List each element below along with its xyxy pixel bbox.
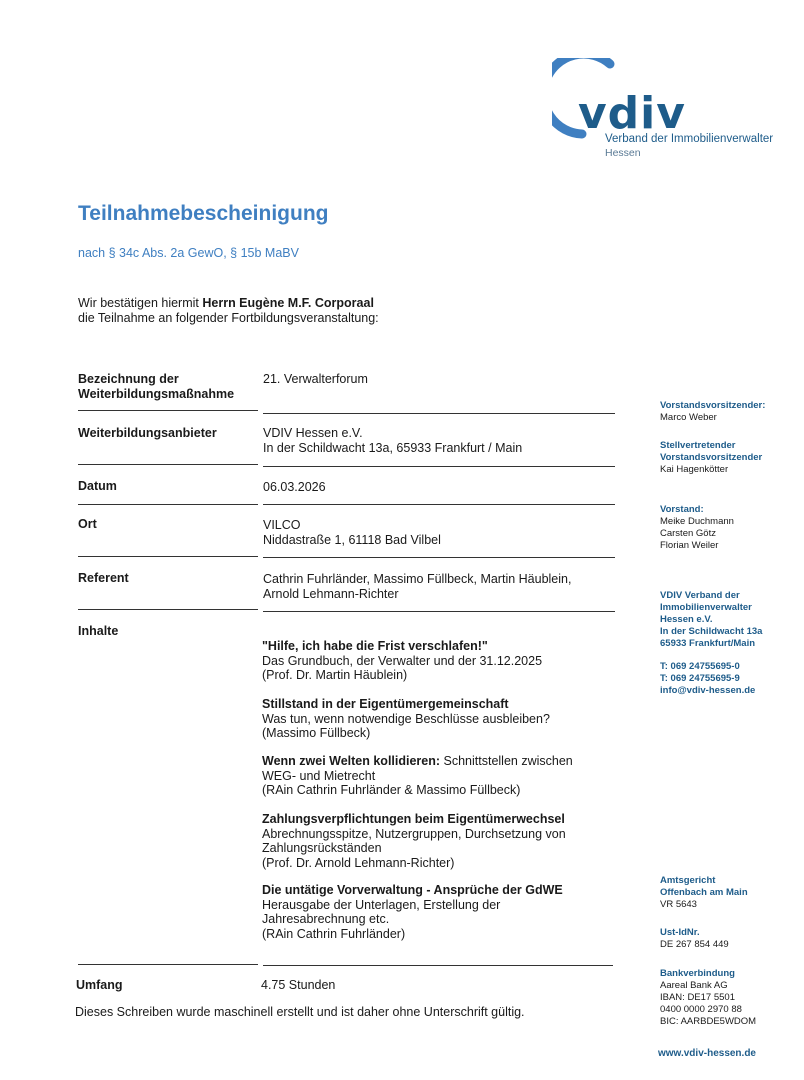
value-bezeichnung: 21. Verwalterforum: [263, 372, 368, 386]
value-ort: VILCO Niddastraße 1, 61118 Bad Vilbel: [263, 518, 441, 547]
value-referent: Cathrin Fuhrländer, Massimo Füllbeck, Martin Häublein, Arnold Lehmann-Richter: [263, 572, 572, 601]
divider: [263, 504, 615, 505]
divider: [78, 556, 258, 557]
website-link[interactable]: www.vdiv-hessen.de: [658, 1048, 756, 1059]
divider: [78, 609, 258, 610]
fax-number: T: 069 24755695-9: [660, 673, 740, 684]
value-umfang: 4.75 Stunden: [261, 978, 336, 992]
label-ort: Ort: [78, 517, 97, 531]
intro-text: [78, 296, 379, 326]
intro-line2: die Teilnahme an folgender Fortbildungsveranstaltung:: [78, 311, 379, 325]
email-link[interactable]: info@vdiv-hessen.de: [660, 685, 756, 696]
intro-prefix: Wir bestätigen hiermit: [78, 296, 203, 310]
divider: [78, 410, 258, 411]
logo-wordmark: vdiv: [578, 88, 686, 139]
sidebar-contact: [660, 661, 755, 697]
divider: [263, 965, 613, 966]
divider: [263, 466, 615, 467]
sidebar-bank: Bankverbindung Aareal Bank AG IBAN: DE17 5501 0400 0000 2970 88 BIC: AARBDE5WDOM: [660, 968, 757, 1027]
footer-note: Dieses Schreiben wurde maschinell erstellt und ist daher ohne Unterschrift gültig.: [75, 1005, 525, 1019]
divider: [78, 464, 258, 465]
page-subtitle: nach § 34c Abs. 2a GewO, § 15b MaBV: [78, 246, 299, 260]
label-anbieter: Weiterbildungsanbieter: [78, 426, 217, 440]
topic-item: Die untätige Vorverwaltung - Ansprüche der GdWE Herausgabe der Unterlagen, Erstellung der Jahresabrechnung etc. (RAin Cathrin Fuhrländer): [262, 883, 563, 941]
phone-number: T: 069 24755695-0: [660, 661, 740, 672]
topic-item: Stillstand in der Eigentümergemeinschaft Was tun, wenn notwendige Beschlüsse ausbleiben? (Massimo Füllbeck): [262, 697, 550, 740]
divider: [263, 557, 615, 558]
value-datum: 06.03.2026: [263, 480, 326, 494]
divider: [263, 611, 615, 612]
divider: [263, 413, 615, 414]
logo-subtitle: Verband der Immobilienverwalter: [605, 133, 774, 145]
sidebar-deputy: Stellvertretender Vorstandsvorsitzender Kai Hagenkötter: [660, 440, 763, 475]
participant-name: Herrn Eugène M.F. Corporaal: [202, 296, 374, 310]
label-umfang: Umfang: [76, 978, 123, 992]
value-anbieter: VDIV Hessen e.V. In der Schildwacht 13a, 65933 Frankfurt / Main: [263, 426, 523, 455]
topic-item: Wenn zwei Welten kollidieren: Schnittstellen zwischen WEG- und Mietrecht (RAin Cathrin Fuhrländer & Massimo Füllbeck): [262, 754, 573, 797]
logo-region: Hessen: [605, 147, 641, 159]
topic-item: Zahlungsverpflichtungen beim Eigentümerwechsel Abrechnungsspitze, Nutzergruppen, Durchsetzung von Zahlungsrückständen (Prof. Dr. Arnold Lehmann-Richter): [262, 812, 566, 870]
label-referent: Referent: [78, 571, 129, 585]
sidebar-board: Vorstand: Meike Duchmann Carsten Götz Florian Weiler: [660, 504, 734, 551]
divider: [78, 964, 258, 965]
label-bezeichnung: Bezeichnung der Weiterbildungsmaßnahme: [78, 372, 235, 401]
label-datum: Datum: [78, 479, 117, 493]
sidebar-address: VDIV Verband der Immobilienverwalter Hessen e.V. In der Schildwacht 13a 65933 Frankfurt/Main: [660, 590, 763, 649]
topic-item: "Hilfe, ich habe die Frist verschlafen!" Das Grundbuch, der Verwalter und der 31.12.2025 (Prof. Dr. Martin Häublein): [262, 639, 543, 682]
label-inhalte: Inhalte: [78, 624, 119, 638]
page-title: Teilnahmebescheinigung: [78, 202, 329, 225]
sidebar-board-chair: Vorstandsvorsitzender: Marco Weber: [660, 400, 766, 423]
sidebar-register: Amtsgericht Offenbach am Main VR 5643: [660, 875, 748, 910]
divider: [78, 504, 258, 505]
sidebar-vat: Ust-IdNr. DE 267 854 449: [660, 927, 729, 950]
